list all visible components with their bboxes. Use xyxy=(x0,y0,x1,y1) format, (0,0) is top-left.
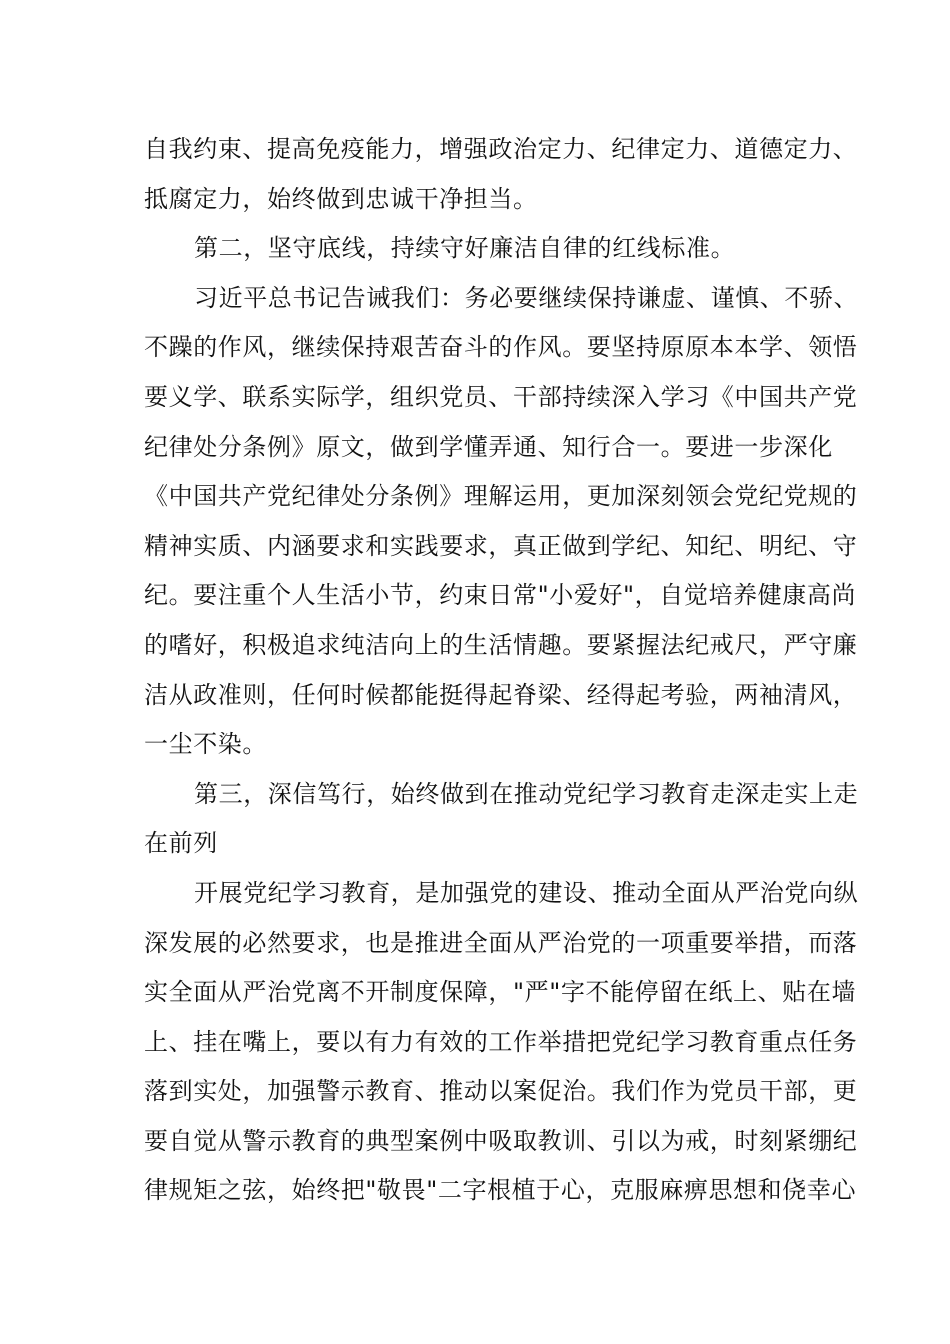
text-line: 习近平总书记告诫我们：务必要继续保持谦虚、谨慎、不骄、 xyxy=(194,283,859,312)
text-line: 要义学、联系实际学，组织党员、干部持续深入学习《中国共产党 xyxy=(144,382,858,411)
text-line: 自我约束、提高免疫能力，增强政治定力、纪律定力、道德定力、 xyxy=(144,135,858,163)
text-line: 纪律处分条例》原文，做到学懂弄通、知行合一。要进一步深化 xyxy=(144,432,833,461)
text-line: 一尘不染。 xyxy=(144,730,267,759)
text-line: 洁从政准则，任何时候都能挺得起脊梁、经得起考验，两袖清风， xyxy=(144,680,858,709)
text-line: 开展党纪学习教育，是加强党的建设、推动全面从严治党向纵 xyxy=(194,878,859,907)
section-heading-continued: 在前列 xyxy=(144,829,218,858)
text-line: 律规矩之弦，始终把"敬畏"二字根植于心，克服麻痹思想和侥幸心 xyxy=(144,1176,857,1205)
text-line: 《中国共产党纪律处分条例》理解运用，更加深刻领会党纪党规的 xyxy=(144,482,858,511)
text-line: 不躁的作风，继续保持艰苦奋斗的作风。要坚持原原本本学、领悟 xyxy=(144,333,858,362)
text-line: 上、挂在嘴上，要以有力有效的工作举措把党纪学习教育重点任务 xyxy=(144,1027,858,1056)
text-line: 实全面从严治党离不开制度保障，"严"字不能停留在纸上、贴在墙 xyxy=(144,978,857,1007)
text-line: 抵腐定力，始终做到忠诚干净担当。 xyxy=(144,184,538,213)
text-line: 要自觉从警示教育的典型案例中吸取教训、引以为戒，时刻紧绷纪 xyxy=(144,1126,858,1155)
document-body xyxy=(144,125,859,1216)
text-line: 纪。要注重个人生活小节，约束日常"小爱好"，自觉培养健康高尚 xyxy=(144,581,857,610)
text-line: 精神实质、内涵要求和实践要求，真正做到学纪、知纪、明纪、守 xyxy=(144,531,858,560)
section-heading: 第二，坚守底线，持续守好廉洁自律的红线标准。 xyxy=(194,234,736,263)
text-line: 落到实处，加强警示教育、推动以案促治。我们作为党员干部，更 xyxy=(144,1077,858,1106)
text-line: 深发展的必然要求，也是推进全面从严治党的一项重要举措，而落 xyxy=(144,928,858,957)
section-heading: 第三，深信笃行，始终做到在推动党纪学习教育走深走实上走 xyxy=(194,779,859,808)
text-line: 的嗜好，积极追求纯洁向上的生活情趣。要紧握法纪戒尺，严守廉 xyxy=(144,630,858,659)
